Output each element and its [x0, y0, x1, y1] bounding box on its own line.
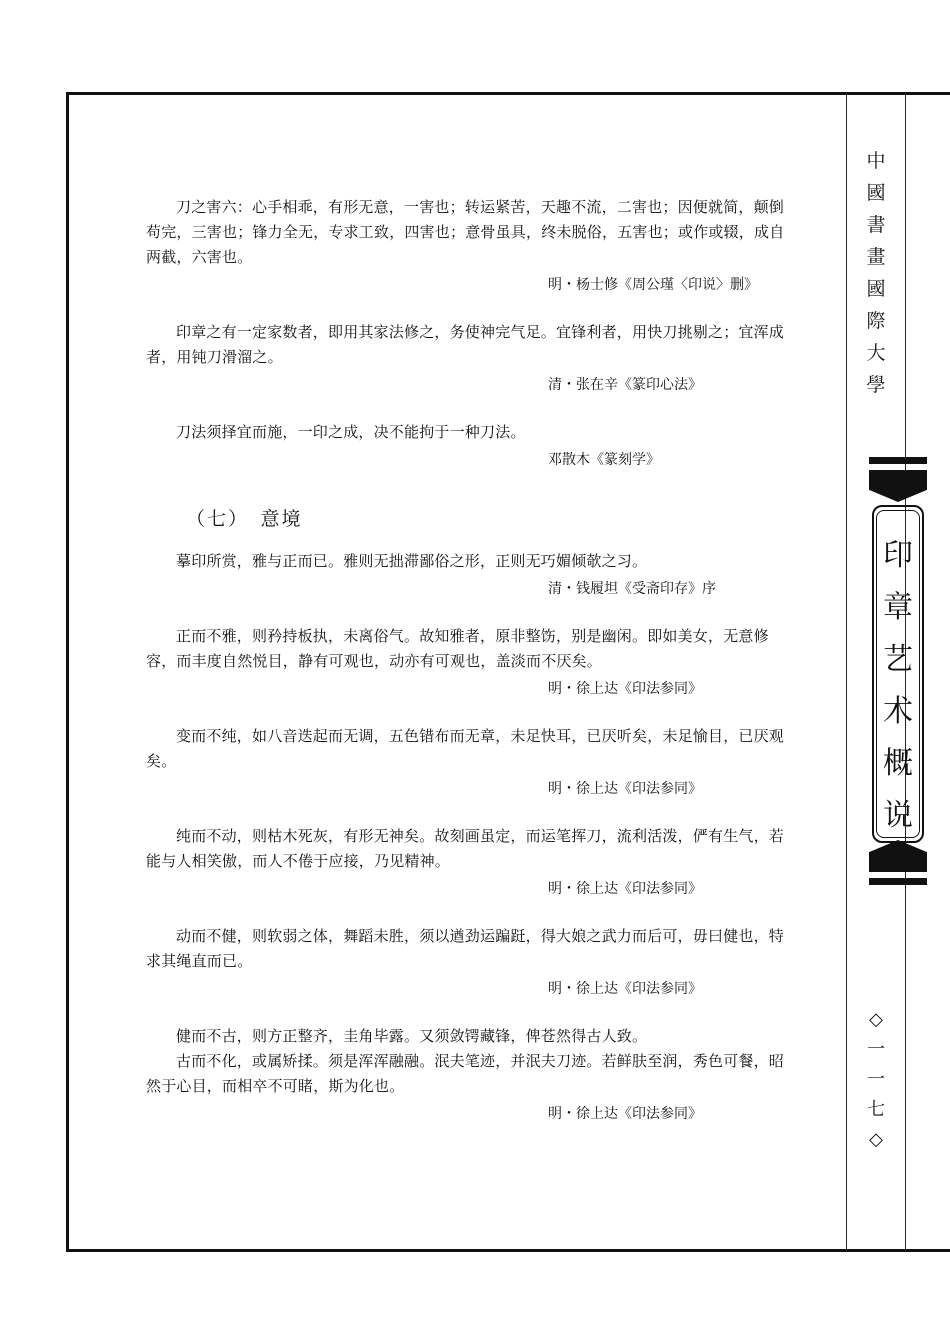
quote-text: 动而不健，则软弱之体，舞蹈未胜，须以遒劲运蹁跹，得大娘之武力而后可，毋曰健也，特求其绳直而已。: [146, 927, 785, 970]
quote-text: 纯而不动，则枯木死灰，有形无神矣。故刻画虽定，而运笔挥刀，流利活泼，俨有生气，若能与人相笑傲，而人不倦于应接，乃见精神。: [146, 827, 785, 870]
quote-source: 明・徐上达《印法参同》: [548, 681, 702, 697]
quote-text: 正而不雅，则矜持板执，未离俗气。故知雅者，原非整饬，别是幽闲。即如美女，无意修容，而丰度自然悦目，静有可观也，动亦有可观也，盖淡而不厌矣。: [146, 627, 769, 670]
column-divider: [846, 95, 847, 1249]
quote-source: 清・张在辛《篆印心法》: [548, 377, 702, 393]
quote-source: 明・徐上达《印法参同》: [548, 881, 702, 897]
ornament-bar: [869, 878, 927, 885]
quote-block: [146, 824, 786, 900]
quote-block: [146, 195, 786, 296]
quote-text: 健而不古，则方正整齐，圭角毕露。又须敛锷藏锋，俾苍然得古人致。: [176, 1027, 648, 1045]
series-title: 中 國 書 畫 國 際 大 學: [866, 150, 886, 396]
quote-source: 清・钱履坦《受斋印存》序: [548, 581, 716, 597]
quote-text: 印章之有一定家数者，即用其家法修之，务使神完气足。宜锋利者，用快刀挑剔之；宜浑成者，用钝刀滑溜之。: [146, 323, 785, 366]
quote-text: 摹印所赏，雅与正而已。雅则无拙滞鄙俗之形，正则无巧媚倾欹之习。: [176, 552, 648, 570]
quote-source: 明・徐上达《印法参同》: [548, 981, 702, 997]
quote-block: [146, 924, 786, 1000]
quote-text: 刀法须择宜而施，一印之成，决不能拘于一种刀法。: [176, 423, 526, 441]
quote-source: 明・徐上达《印法参同》: [548, 1106, 702, 1122]
quote-block: [146, 624, 786, 700]
quote-block: [146, 420, 786, 471]
quote-block: [146, 1024, 786, 1125]
quote-block: [146, 724, 786, 800]
quote-text: 古而不化，或属矫揉。须是浑浑融融。泯夫笔迹，并泯夫刀迹。若鲜肤至润，秀色可餐，昭然于心目，而相卒不可睹，斯为化也。: [146, 1052, 785, 1095]
page-number: ◇ 一 一 七 ◇: [867, 1009, 885, 1150]
quote-text: 变而不纯，如八音迭起而无调，五色错布而无章，未足快耳，已厌听矣，未足愉目，已厌观矣。: [146, 727, 785, 770]
quote-block: [146, 549, 786, 600]
quote-source: 邓散木《篆刻学》: [548, 452, 660, 468]
main-text: [146, 195, 786, 1149]
quote-source: 明・徐上达《印法参同》: [548, 781, 702, 797]
quote-source: 明・杨士修《周公瑾〈印说〉删》: [548, 277, 758, 293]
quote-block: [146, 320, 786, 396]
section-heading: （七） 意境: [186, 508, 303, 530]
quote-text: 刀之害六：心手相乖，有形无意，一害也；转运紧苦，天趣不流，二害也；因便就简，颠倒苟完，三害也；锋力全无，专求工致，四害也；意骨虽具，终未脱俗，五害也；或作或辍，成自两截，六害也。: [146, 198, 785, 266]
book-title: 印 章 艺 术 概 说: [883, 538, 913, 833]
ornament-bar: [869, 457, 927, 464]
